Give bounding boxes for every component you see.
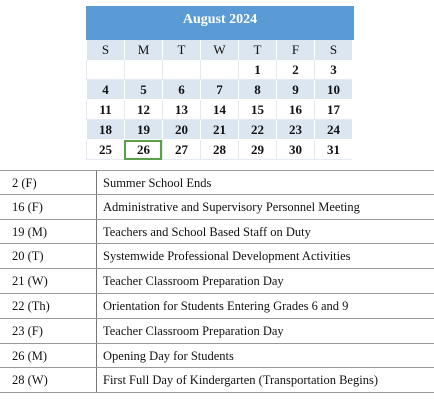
calendar-day[interactable]: 26 <box>124 140 162 160</box>
table-row <box>0 319 434 344</box>
calendar-title: August 2024 <box>86 6 354 40</box>
calendar-day[interactable]: 11 <box>86 100 124 120</box>
weekday-fri: F <box>276 40 314 60</box>
event-description: Teacher Classroom Preparation Day <box>103 323 284 338</box>
event-date: 28 (W) <box>0 368 97 392</box>
event-date: 20 (T) <box>0 244 97 268</box>
calendar-day[interactable]: 3 <box>314 60 352 80</box>
event-description: First Full Day of Kindergarten (Transportation Begins) <box>103 373 378 388</box>
table-row <box>0 170 434 195</box>
calendar-day[interactable]: 18 <box>86 120 124 140</box>
event-description: Orientation for Students Entering Grades 6 and 9 <box>103 298 349 313</box>
calendar-day[interactable]: 16 <box>276 100 314 120</box>
table-row <box>0 244 434 269</box>
calendar-day[interactable]: 19 <box>124 120 162 140</box>
weekday-thu: T <box>238 40 276 60</box>
calendar-week-row <box>86 60 354 80</box>
weekday-sun: S <box>86 40 124 60</box>
weekday-header-row <box>86 40 354 60</box>
weekday-tue: T <box>162 40 200 60</box>
calendar-day[interactable]: 17 <box>314 100 352 120</box>
calendar-day[interactable]: 5 <box>124 80 162 100</box>
calendar-day[interactable]: 30 <box>276 140 314 160</box>
calendar-day[interactable]: 28 <box>200 140 238 160</box>
calendar-week-row <box>86 120 354 140</box>
calendar-day[interactable]: 20 <box>162 120 200 140</box>
calendar-day[interactable]: 27 <box>162 140 200 160</box>
events-table <box>0 170 434 393</box>
calendar-day[interactable]: 12 <box>124 100 162 120</box>
calendar-empty-cell <box>124 60 162 80</box>
calendar-day[interactable]: 8 <box>238 80 276 100</box>
weekday-mon: M <box>124 40 162 60</box>
calendar-day[interactable]: 23 <box>276 120 314 140</box>
table-row <box>0 368 434 393</box>
calendar-day[interactable]: 21 <box>200 120 238 140</box>
event-description: Opening Day for Students <box>103 348 234 363</box>
calendar-day[interactable]: 14 <box>200 100 238 120</box>
calendar-day[interactable]: 24 <box>314 120 352 140</box>
event-date: 26 (M) <box>0 344 97 368</box>
calendar-week-row <box>86 140 354 160</box>
calendar-day[interactable]: 13 <box>162 100 200 120</box>
calendar-day[interactable]: 1 <box>238 60 276 80</box>
event-date: 2 (F) <box>0 171 97 194</box>
event-description: Teacher Classroom Preparation Day <box>103 274 284 289</box>
calendar-week-row <box>86 80 354 100</box>
event-description: Summer School Ends <box>103 176 212 190</box>
event-date: 22 (Th) <box>0 294 97 318</box>
calendar-week-row <box>86 100 354 120</box>
month-calendar <box>86 6 354 160</box>
table-row <box>0 220 434 245</box>
table-row <box>0 269 434 294</box>
event-description: Administrative and Supervisory Personnel Meeting <box>103 199 360 214</box>
calendar-empty-cell <box>200 60 238 80</box>
calendar-day[interactable]: 7 <box>200 80 238 100</box>
calendar-day[interactable]: 15 <box>238 100 276 120</box>
calendar-day[interactable]: 31 <box>314 140 352 160</box>
table-row <box>0 344 434 369</box>
calendar-empty-cell <box>86 60 124 80</box>
calendar-day[interactable]: 29 <box>238 140 276 160</box>
table-row <box>0 294 434 319</box>
event-date: 21 (W) <box>0 269 97 293</box>
event-date: 23 (F) <box>0 319 97 343</box>
calendar-day[interactable]: 6 <box>162 80 200 100</box>
calendar-empty-cell <box>162 60 200 80</box>
calendar-day[interactable]: 9 <box>276 80 314 100</box>
calendar-day[interactable]: 2 <box>276 60 314 80</box>
event-description: Systemwide Professional Development Activities <box>103 249 351 264</box>
weekday-wed: W <box>200 40 238 60</box>
event-date: 19 (M) <box>0 220 97 244</box>
table-row <box>0 195 434 220</box>
calendar-day[interactable]: 4 <box>86 80 124 100</box>
calendar-day[interactable]: 10 <box>314 80 352 100</box>
calendar-day[interactable]: 22 <box>238 120 276 140</box>
event-date: 16 (F) <box>0 195 97 219</box>
event-description: Teachers and School Based Staff on Duty <box>103 224 311 239</box>
weekday-sat: S <box>314 40 352 60</box>
calendar-day[interactable]: 25 <box>86 140 124 160</box>
calendar-weeks <box>86 60 354 160</box>
